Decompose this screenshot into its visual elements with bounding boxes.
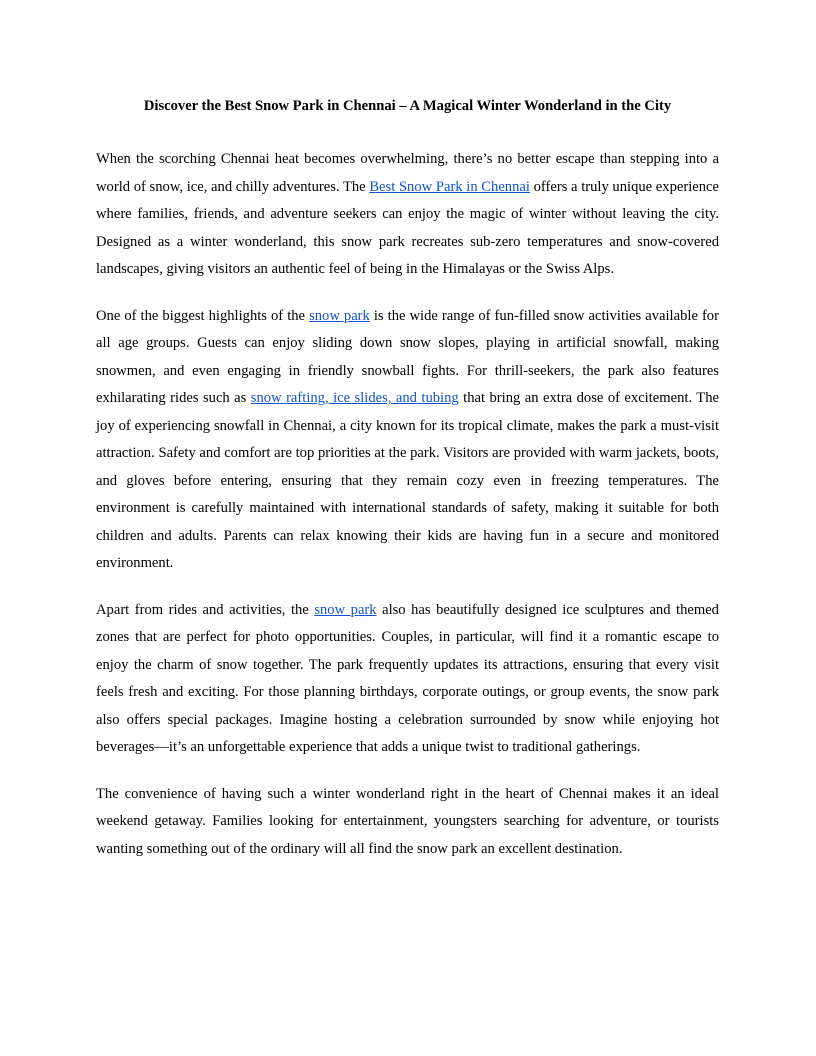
paragraph-conclusion: The convenience of having such a winter wonderland right in the heart of Chennai makes it an ideal weekend getaway. Families looking for entertainment, youngsters searching for adventure, or tourists wanting something out of the ordinary will all find the snow park an excellent destination. (96, 785, 719, 857)
paragraph-intro-text-after: offers a truly unique experience where families, friends, and adventure seekers can enjoy the magic of winter without leaving the city. Designed as a winter wonderland, this snow park recreates sub-zero temperatures and snow-covered landscapes, giving visitors an authentic feel of being in the Himalayas or the Swiss Alps. (96, 178, 720, 277)
paragraph-sculptures (96, 597, 719, 762)
best-snow-park-link[interactable]: Best Snow Park in Chennai (369, 178, 530, 195)
snow-rafting-link[interactable]: snow rafting, ice slides, and tubing (250, 390, 459, 406)
paragraph-intro-text-before: When the scorching Chennai heat becomes overwhelming, there’s no better escape than stepping into a world of snow, ice, and chilly adventures. The (96, 151, 719, 195)
snow-park-link[interactable]: snow park (309, 307, 370, 324)
document-title: Discover the Best Snow Park in Chennai – A Magical Winter Wonderland in the City (143, 98, 672, 114)
paragraph-activities-text-middle: is the wide range of fun-filled snow activities available for all age groups. Guests can enjoy sliding down snow slopes, playing in artificial snowfall, making snowmen, and even engaging in friendly snowball fights. For thrill-seekers, the park also features exhilarating rides such as (96, 307, 719, 406)
paragraph-sculptures-text-after: also has beautifully designed ice sculptures and themed zones that are perfect for photo opportunities. Couples, in particular, will find it a romantic escape to enjoy the charm of snow together. The park frequently updates its attractions, ensuring that every visit feels fresh and exciting. For those planning birthdays, corporate outings, or group events, the snow park also offers special packages. Imagine hosting a celebration surrounded by snow while enjoying hot beverages—it’s an unforgettable experience that adds a unique twist to traditional gatherings. (96, 601, 719, 755)
paragraph-activities-text-before: One of the biggest highlights of the (96, 307, 310, 324)
paragraph-activities (96, 303, 719, 578)
snow-park-link-2[interactable]: snow park (314, 601, 377, 618)
paragraph-activities-text-after: that bring an extra dose of excitement. The joy of experiencing snowfall in Chennai, a city known for its tropical climate, makes the park a must-visit attraction. Safety and comfort are top priorities at the park. Visitors are provided with warm jackets, boots, and gloves before entering, ensuring that they remain cozy even in freezing temperatures. The environment is carefully maintained with international standards of safety, making it suitable for both children and adults. Parents can relax knowing their kids are having fun in a secure and monitored environment. (96, 390, 719, 571)
paragraph-intro (96, 146, 719, 284)
paragraph-sculptures-text-before: Apart from rides and activities, the (96, 601, 315, 618)
document-page (96, 93, 719, 882)
